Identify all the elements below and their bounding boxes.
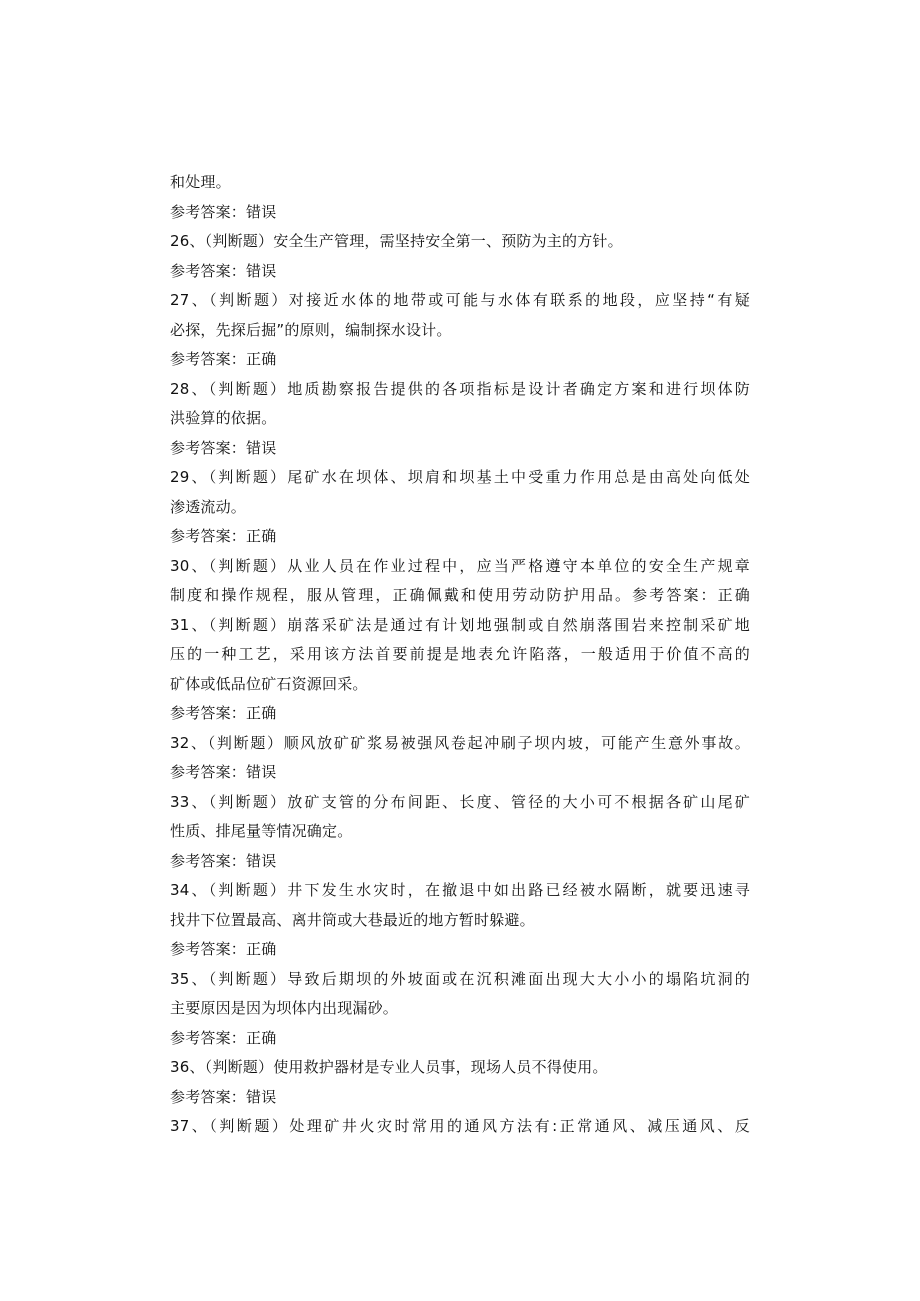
text-line: 性质、排尾量等情况确定。 bbox=[170, 822, 353, 840]
question-37: 37、（判断题）处理矿井火灾时常用的通风方法有:正常通风、减压通风、反 bbox=[170, 1117, 750, 1135]
text-line: 制度和操作规程，服从管理，正确佩戴和使用劳动防护用品。参考答案：正确 bbox=[170, 586, 750, 604]
answer-line: 参考答案：正确 bbox=[170, 350, 277, 368]
question-36: 36、（判断题）使用救护器材是专业人员事，现场人员不得使用。 bbox=[170, 1058, 608, 1076]
question-26: 26、（判断题）安全生产管理，需坚持安全第一、预防为主的方针。 bbox=[170, 232, 623, 250]
answer-line: 参考答案：错误 bbox=[170, 438, 277, 457]
document-page bbox=[170, 168, 750, 1142]
question-33: 33、（判断题）放矿支管的分布间距、长度、管径的大小可不根据各矿山尾矿 bbox=[170, 792, 750, 811]
text-line: 压的一种工艺，采用该方法首要前提是地表允许陷落，一般适用于价值不高的 bbox=[170, 645, 750, 663]
answer-line: 参考答案：错误 bbox=[170, 851, 277, 870]
answer-line: 参考答案：正确 bbox=[170, 704, 277, 722]
answer-line: 参考答案：错误 bbox=[170, 261, 277, 280]
answer-line: 参考答案：错误 bbox=[170, 1087, 277, 1106]
question-29: 29、（判断题）尾矿水在坝体、坝肩和坝基土中受重力作用总是由高处向低处 bbox=[170, 468, 750, 486]
answer-line: 参考答案：错误 bbox=[170, 202, 277, 221]
answer-line: 参考答案：正确 bbox=[170, 527, 277, 545]
question-35: 35、（判断题）导致后期坝的外坡面或在沉积滩面出现大大小小的塌陷坑洞的 bbox=[170, 969, 750, 988]
text-line: 找井下位置最高、离井筒或大巷最近的地方暂时躲避。 bbox=[170, 910, 535, 929]
question-32: 32、（判断题）顺风放矿矿浆易被强风卷起冲刷子坝内坡，可能产生意外事故。 bbox=[170, 733, 750, 752]
answer-line: 参考答案：错误 bbox=[170, 763, 277, 781]
text-line: 洪验算的依据。 bbox=[170, 409, 277, 427]
text-line: 矿体或低品位矿石资源回采。 bbox=[170, 674, 368, 693]
text-line: 渗透流动。 bbox=[170, 497, 247, 516]
question-30: 30、（判断题）从业人员在作业过程中，应当严格遵守本单位的安全生产规章 bbox=[170, 556, 750, 575]
answer-line: 参考答案：正确 bbox=[170, 1028, 277, 1047]
question-34: 34、（判断题）井下发生水灾时，在撤退中如出路已经被水隔断，就要迅速寻 bbox=[170, 881, 750, 899]
question-27: 27、（判断题）对接近水体的地带或可能与水体有联系的地段，应坚持“有疑 bbox=[170, 291, 750, 309]
answer-line: 参考答案：正确 bbox=[170, 940, 277, 958]
question-28: 28、（判断题）地质勘察报告提供的各项指标是设计者确定方案和进行坝体防 bbox=[170, 379, 750, 398]
text-line: 主要原因是因为坝体内出现漏砂。 bbox=[170, 999, 399, 1017]
text-line: 和处理。 bbox=[170, 173, 231, 191]
text-line: 必探，先探后掘”的原则，编制探水设计。 bbox=[170, 320, 452, 339]
question-31: 31、（判断题）崩落采矿法是通过有计划地强制或自然崩落围岩来控制采矿地 bbox=[170, 615, 750, 634]
